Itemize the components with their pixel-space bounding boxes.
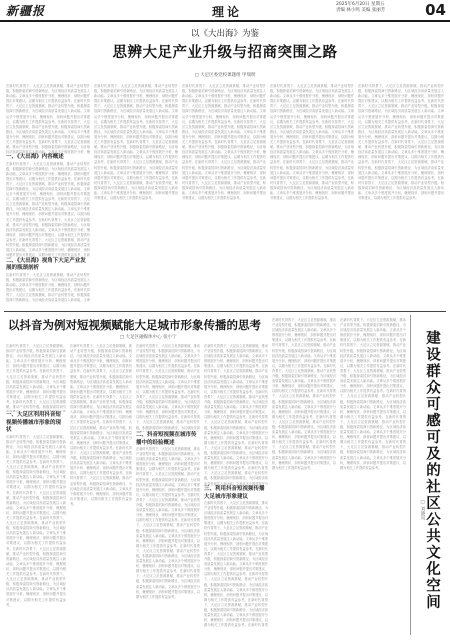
article1-column-2: [94, 84, 178, 306]
article1-headline: 思辨大足产业升级与招商突围之路: [112, 45, 338, 61]
body-text: 在新时代背景下，大足区立足资源禀赋，推动产业转型升级，积极探索招商引资新路径，为区域经济高质量发展注入新动能。文章从多个维度展开分析，梳理现状、剖析问题并提出对策建议，以期为相关工作提供有益参考。在新时代背景下，大足区立足资源禀赋，推动产业转型升级，积极探索招商引资新路径，为区域经济高质量发展注入新动能。文章从多个维度展开分析，梳理现状、剖析问题并提出对策建议，以期为相关工作提供有益参考。在新时代背景下，大足区立足资源禀赋，推动产业转型升级，积极探索招商引资新路径，为区域经济高质量发展注入新动能。文章从多个维度展开分析，梳理现状、剖析问题并提出对策建议，以期为相关工作提供有益参考。在新时代背景下，大足区立足资源禀赋，推动产业转型升级，积极探索招商引资新路径，为区域经济高质量发展注入新动能。文章从多个维度展开分析，梳理现状、剖析问题并提出对策建议，以期为相关工作提供有益参考。在新时代背景下，大足区立足资源禀赋，推动产业转型升级，积极探索招商引资新路径，为区域经济高质量发展注入新动能。文章从多个维度展开分析，梳理现状、剖析问题并提出对策建议，以期为相关工作提供有益参考。在新时代背景下，大足区立足资源禀赋，推动产业转型升级，积极探索招商引资新路径，为区域经济高质量发展注入新动能。文章从多个维度展开分析，梳理现状、剖析问题并提出对策建议，以期为相关工作提供有益参考。: [270, 84, 354, 201]
body-text: 在新时代背景下，大足区立足资源禀赋，推动产业转型升级，积极探索招商引资新路径，为区域经济高质量发展注入新动能。文章从多个维度展开分析，梳理现状、剖析问题并提出对策建议，以期为相关工作提供有益参考。在新时代背景下，大足区立足资源禀赋，推动产业转型升级，积极探索招商引资新路径，为区域经济高质量发展注入新动能。文章从多个维度展开分析，梳理现状、剖析问题并提出对策建议，以期为相关工作提供有益参考。在新时代背景下，大足区立足资源禀赋，推动产业转型升级，积极探索招商引资新路径，为区域经济高质量发展注入新动能。文章从多个维度展开分析，梳理现状、剖析问题并提出对策建议，以期为相关工作提供有益参考。在新时代背景下，大足区立足资源禀赋，推动产业转型升级，积极探索招商引资新路径，为区域经济高质量发展注入新动能。文章从多个维度展开分析，梳理现状、剖析问题并提出对策建议，以期为相关工作提供有益参考。在新时代背景下，大足区立足资源禀赋，推动产业转型升级，积极探索招商引资新路径，为区域经济高质量发展注入新动能。文章从多个维度展开分析，梳理现状、剖析问题并提出对策建议，以期为相关工作提供有益参考。在新时代背景下，大足区立足资源禀赋，推动产业转型升级，积极探索招商引资新路径，为区域经济高质量发展注入新动能。文章从多个维度展开分析，梳理现状、剖析问题并提出对策建议，以期为相关工作提供有益参考。: [70, 344, 132, 506]
body-text: 在新时代背景下，大足区立足资源禀赋，推动产业转型升级，积极探索招商引资新路径，为区域经济高质量发展注入新动能。文章从多个维度展开分析，梳理现状、剖析问题并提出对策建议，以期为相关工作提供有益参考。在新时代背景下，大足区立足资源禀赋，推动产业转型升级，积极探索招商引资新路径，为区域经济高质量发展注入新动能。文章从多个维度展开分析，梳理现状、剖析问题并提出对策建议，以期为相关工作提供有益参考。在新时代背景下，大足区立足资源禀赋，推动产业转型升级，积极探索招商引资新路径，为区域经济高质量发展注入新动能。文章从多个维度展开分析，梳理现状、剖析问题并提出对策建议，以期为相关工作提供有益参考。在新时代背景下，大足区立足资源禀赋，推动产业转型升级，积极探索招商引资新路径，为区域经济高质量发展注入新动能。文章从多个维度展开分析，梳理现状、剖析问题并提出对策建议，以期为相关工作提供有益参考。在新时代背景下，大足区立足资源禀赋，推动产业转型升级，积极探索招商引资新路径，为区域经济高质量发展注入新动能。文章从多个维度展开分析，梳理现状、剖析问题并提出对策建议，以期为相关工作提供有益参考。在新时代背景下，大足区立足资源禀赋，推动产业转型升级，积极探索招商引资新路径，为区域经济高质量发展注入新动能。文章从多个维度展开分析，梳理现状、剖析问题并提出对策建议，以期为相关工作提供有益参考。: [6, 434, 66, 607]
section-title: 理论: [212, 5, 243, 19]
section-divider: [4, 311, 446, 312]
article2-subhead-2: 二、抖音短视频在城市传播中的经验概述: [136, 432, 197, 446]
article3-byline: □ 刘晓凤: [420, 500, 425, 520]
article2-subhead-1: 一、大足区利用抖音短视频传播城市形象的现状: [6, 412, 62, 433]
article2-column-5: [272, 318, 336, 634]
body-text: 在新时代背景下，大足区立足资源禀赋，推动产业转型升级，积极探索招商引资新路径，为区域经济高质量发展注入新动能。文章从多个维度展开分析，梳理现状、剖析问题并提出对策建议，以期为相关工作提供有益参考。在新时代背景下，大足区立足资源禀赋，推动产业转型升级，积极探索招商引资新路径，为区域经济高质量发展注入新动能。文章从多个维度展开分析，梳理现状、剖析问题并提出对策建议，以期为相关工作提供有益参考。在新时代背景下，大足区立足资源禀赋，推动产业转型升级，积极探索招商引资新路径，为区域经济高质量发展注入新动能。文章从多个维度展开分析，梳理现状、剖析问题并提出对策建议，以期为相关工作提供有益参考。在新时代背景下，大足区立足资源禀赋，推动产业转型升级，积极探索招商引资新路径，为区域经济高质量发展注入新动能。文章从多个维度展开分析，梳: [6, 84, 90, 154]
article1-byline: □ 大足区委党校课题组 甲瑞明: [194, 73, 256, 78]
article1-subhead-2: 二、《大出海》视角下大足产业发展的瓶颈剖析: [6, 257, 86, 271]
article1-column-5: [358, 84, 444, 306]
newspaper-logo: 新疆报: [6, 4, 46, 18]
article2-column-4: [204, 344, 268, 627]
body-text: 在新时代背景下，大足区立足资源禀赋，推动产业转型升级，积极探索招商引资新路径，为区域经济高质量发展注入新动能。文章从多个维度展开分析，梳理现状、剖析问题并提出对策建议，以期为相关工作提供有益参考。在新时代背景下，大足区立足资源禀赋，推动产业转型升级，积极探索招商引资新路径，为区域经济高质量发展注入新动能。文章从多个维度展开分析，梳理现状、剖析问题并提出对策建议，以期为相关工作提供有益参考。在新时代背景下，大足区立足资源禀赋，推动产业转型升级，积极探索招商引资新路径，为区域经济高质量发展注入新动能。文章从多个维度展开分析，梳理现状、剖析问题并提出对策建议，以期为相关工作提供有益参考。在新时代背景下，大足区立足资源禀赋，推动产业转型升级，积极探索招商引资新路径，为区域经济高质量发展注入新动能。文章从多个维度展开分析，梳理现状、剖析问题并提出对策建议，以期为相关工作提供有益参考。在新时代背景下，大足区立足资源禀赋，推动产业转型升级，积极探索招商引资新路径，为区域经济高质量发展注入新动能。文章从多个维度展开分析，梳理现状、剖析问题并提出对策建议，以期为相关工作提供有益参考。在新时代背景下，大足区立足资源禀赋，推动产业转型升级，积极探索招商引资新路径，为区域经济高质量发展注入新动能。文章从多个维度展开分析，梳理现状、剖析问题并提出对策建议，以期为相关工作提供有益参考。: [136, 447, 200, 599]
body-text: 在新时代背景下，大足区立足资源禀赋，推动产业转型升级，积极探索招商引资新路径，为区域经济高质量发展注入新动能。文章从多个维度展开分析，梳理现状、剖析问题并提出对策建议，以期为相关工作提供有益参考。在新时代背景下，大足区立足资源禀赋，推动产业转型升级，积极探索招商引资新路径，为区域经济高质量发展注入新动能。文章从多个维度展开分析，梳理现状、剖析问题并提出对策建议，以期为相关工作提供有益参考。在新时代背景下，大足区立足资源禀赋，推动产业转型升级，积极探索招商引资新路径，为区域经济高质量发展注入新动能。文章从多个维度展开分析，梳理现状、剖析问题并提出对策建议，以期为相关工作提供有益参考。在新时代背景下，大足区立足资源禀赋，推动产业转型升级，积极探索招商引资新路径，为区域经济高质量发展注入新动能。文章从多个维度展开分析，梳理现状、剖析问题并提出对策建议，以期为相关工作提供有益参考。在新时代背景下，大足区立足资源禀赋，推动产业转型升级，积极探索招商引资新路径，为区域经济高质量发展注入新动能。文章从多个维度展开分析，梳理现状、剖析问题并提出对策建议，以期为相关工作提供有益参考。在新时代背景下，大足区立足资源禀赋，推动产业转型升级，积极探索招商引资新路径，为区域经济高质量发展注入新动能。文章从多个维度展开分析，梳理现状、剖析问题并提出对策建议，以期为相关工作提供有益参考。: [94, 84, 178, 201]
body-text: 在新时代背景下，大足区立足资源禀赋，推动产业转型升级，积极探索招商引资新路径，为区域经济高质量发展注入新动能。文章从多个维度展开分析，梳理现状、剖析问题并提出对策建议，以期为相关工作提供有益参考。在新时代背景下，大足区立足资源禀赋，推动产业转型升级，积极探索招商引资新路径，为区域经济高质量发展注入新动能。文章从多个维度展开分析，梳理现状、剖析问题并提出对策建议，以期为相关工作提供有益参考。在新时代背景下，大足区立足资源禀赋，推动产业转型升级，积极探索招商引: [6, 344, 66, 410]
article2-byline: □ 大足区融媒体中心 张小宁: [120, 335, 177, 340]
body-text: 在新时代背景下，大足区立足资源禀赋，推动产业转型升级，积极探索招商引资新路径，为区域经济高质量发展注入新动能。文章从多个维度展开分析，梳理现状、剖析问题并提出对策建议，以期为相关工作提供有益参考。在新时代背景下，大足区立足资源禀赋，推动产业转型升级，积极探索招商引资新路径，为区域经济高质量发展注入新动能。文章从多个维度展开分析，梳理现状、剖析问题并提出对策建议，以期为相关工作提供有益参考。在新时代背景下，大足区立足资源禀赋，推动产业转型升级，积极探索招商引资新路径，为区域经济高质量发展注入新动能。文章从多个维度展开分析，梳理现状、剖析问题并提出对策建议，以期为相关工作提供有益参考。在新时代背景下，大足区立足资源禀赋，推动产业转型升级，积极探索招商引资新路径，为区域经济高质量发展注入新动能。文章从多个维度展开分析，梳理现状、剖析问题并提出对策建议，以期为相关工作提供有益参考。在新时代背景下，大足区立足资源禀赋，推动产业转型升级，积极探索招商引资新路径，为区域经济高质量发展注入新动能。文章从多个维度展开分析，梳理现状、剖析问题并提出对策建议，以期为相关工作提供有益参考。在新时代背景下，大足区立足资源禀赋，推动产业转型升级，积极探索招商引资新路径，为区域经济高质量发展注入新动能。文章从多个维度展开分析，梳理现状、剖析问题并提出对策建议，以期为相关工作提供有益参考。: [358, 84, 444, 201]
page-number: 04: [425, 1, 446, 19]
article2-column-2: [70, 344, 132, 634]
body-text: 在新时代背景下，大足区立足资源禀赋，推动产业转型升级，积极探索招商引资新路径，为区域经济高质量发展注入新动能。文章从多个维度展开分析，梳理现状、剖析问题并提出对策建议，以期为相关工作提供有益参考。在新时代背景下，大足区立足资源禀赋，推动产业转型升级，积极探索招商引资新路径，为区域经济高质量发展注入新动能。文章从多个维度展开分析，梳理现状、剖析问题并提出对策建议，以期为相关工作提供有益参考。在新时代背景下，大足区立足资源禀赋，推动产业转型升级，积极探索招商引资新路径，为区域经济高质量发展注入新动能。文章从多个维度展开分析，梳理现状、剖析问题并提出对策建议，以期为相关工作提供有益参考。在新时代背景下，大足区立足资源禀赋，推动产业转型升级，积极探索招商引资新路径，为区域经济高质量发展注入新动能。文章从多个维度展开分析，梳理现状、剖析问题并提出对策建议，以期为相关工作提供有益参考。在新时代背景下，大足区立足资源禀赋，推动产业转型升级，积极探索招商引资新路径，为区域经济高质量发展注入新动能。文章从多个维度展开分析，梳理现状、剖析问题并提出对策建议，以期为相关工作提供有益参考。在新时代背景下，大足区立足资源禀赋，推动产业转型升级，积极探索招商引资新路径，为区域经济高质量发展注入新动能。文章从多个维度展开分析，梳理现状、剖析问题并提出对策建议，以期为相关工作提供有益参考。: [182, 84, 266, 201]
body-text: 在新时代背景下，大足区立足资源禀赋，推动产业转型升级，积极探索招商引资新路径，为区域经济高质量发展注入新动能。文章从多个维度展开分析，梳理现状、剖析问题并提出对策建议，以期为相关工作提供有益参考。在新时代背景下，大足区立足资源禀赋，推动产业转型升级，积极探索招商引资新路径，为区域经济高质量发展注入新动能。文章从多个维度展开分析，梳理现状、剖析问题并提出对策建议，以期为相关工作提供有益参考。在新时代背景下，大足区立足资源禀赋，推动产业转型升级，积极探索招商引资新路径，为区域经济高质量发展注入新动能。文章从多个维度展开分析，梳理现状、剖析问题并提出对策建议，以期为相关工作提供有益参考。在新时代背景下，大足区立足资源禀赋，推动产业转型升级，积极探索招商引资新路径，为区域经济高质量发展注入新动能。文章从多个维度展开分析，梳理现状、剖析问题并提出对策建议，以期为相关工作提供有益参考。在新时代背景下，大足区立足资源禀赋，推动产业转型升级，积极探索招商引资新路径，为区域经济高质量发展注入新动能。文章从多个维度展开分析，梳理现状、剖析问题并提出对策建议，以期为相关工作提供有益参考。在新时代背景: [204, 501, 268, 627]
article2-subhead-3: 三、利用抖音短视频传播大足城市形象建议: [204, 486, 265, 500]
article2-column-1: [6, 344, 66, 631]
article1-subhead-1: 一、《大出海》内容概述: [6, 154, 64, 160]
article1-column-4: [270, 84, 354, 306]
article1-kicker: 以《大出海》为鉴: [190, 29, 259, 39]
article1-column-1: [6, 84, 90, 303]
body-text: 在新时代背景下，大足区立足资源禀赋，推动产业转型升级，积极探索招商引资新路径，为区域经济高质量发展注入新动能。文章从多个维度展开分析，梳理现状、剖析问题并提出对策建议，以期为相关工作提供有益参考。在新时代背景下，大足区立足资源禀赋，推动产业转型升级，积极探索招商引资新路径，为区域经济高质量发展注入新动能。文章: [6, 272, 90, 302]
issue-info: [336, 2, 424, 14]
article3-headline: 建设群众可感可及的社区公共文化空间: [424, 330, 441, 611]
body-text: 在新时代背景下，大足区立足资源禀赋，推动产业转型升级，积极探索招商引资新路径，为区域经济高质量发展注入新动能。文章从多个维度展开分析，梳理现状、剖析问题并提出对策建议，以期为相关工作提供有益参考。在新时代背景下，大足区立足资源禀赋，推动产业转型升级，积极探索招商引资新路径，为区域经济高质量发展注入新动能。文章从多个维度展开分析，梳理现状、剖析问题并提出对策建议，以期为相关工作提供有益参考。在新时代背景下，大足区立足资源禀赋，推动产业转型升级，积极探索招商引资新路径，为区域经济高质量发展注入新动能。文章从多个维度展开分析，梳理现状、剖析问题并提出对策建议，以期为相关工作提供有益参考。在新时代背景下，大足区立足资源禀赋，推动产业转型升级，积极探索招商引资新路径，为区域经济高质量发展注入新动能。文章从多个维度展开分析，梳理现状、剖析问题并提出对策建议，以期为相关工作提供有益参考。在新时代背景下，大足区立足资源禀赋，推动产业转型升级，积极探索招商引资新路径，为区域经济高质量发展注入新动能。文章从多个维度展开分析，梳理现状、剖析问题并提出对策建议，以期为相关工作提供有益参考。在新时代背景下，大足区立足资源禀赋，推动产业转型升级，积极探索招商引资新路径，为区域经济高质量发展注入新动能。文章从多个维度展开分析，梳理现状、剖析问题并提出对策建议，以期为相关工作提供有益参考。: [272, 318, 336, 470]
article2-column-3: [136, 344, 200, 627]
body-text: 在新时代背景下，大足区立足资源禀赋，推动产业转型升级，积极探索招商引资新路径，为区域经济高质量发展注入新动能。文章从多个维度展开分析，梳理现状、剖析问题并提出对策建议，以期为相关工作提供有益参考。在新时代背景下，大足区立足资源禀赋，推动产业转型升级，积极探索招商引资新路径，为区域经济高质量发展注入新动能。文章从多个维度展开分析，梳理现状、剖析问题并提出对策建议，以期为相关工作提供有益参考。在新时代背景下，大足区立足资源禀赋，推动产业转型升级，积极探索招商引资新路径，为区域经济高质量发展注入新动能。文章从多个维度展开分析，梳理现状、剖析问题并提出对策建议，以期为相关工作提供有益参考。在新时代背景下，大足区立足资源禀赋，推动产业转型升级，积极探索招商引资新路径，为区域经济高质量发展注入新动能。文章从多个维度展开分析，梳理现状、剖析问题并提出对策建议，以期为相关工作提供有益参考。在新时代背景下，大足区立足资源禀赋，推动产业转型升级，积极探索招商引资新路径，为区域经济高质量发展注入新动能。文章从多个维度展开分析，梳理现状、剖析问题并提出对策建议，以期为相关工作提供有益参考。在新时代背景下，大足区立足资源禀赋，推动产业转型升级，积极探索招商引资新路径，为区域经济高质量发展注入新动能。文章从多个维度展开分析，梳理现状、剖析问题并提出对策建议，以期为相关工作提供有益参考。: [340, 318, 406, 470]
issue-editors: 责编 林小鸣 美编 张丽芳: [336, 8, 386, 13]
column-divider: [410, 315, 411, 635]
article2-headline: 以抖音为例对短视频赋能大足城市形象传播的思考: [8, 318, 261, 332]
masthead: [0, 0, 450, 22]
body-text: 在新时代背景下，大足区立足资源禀赋，推动产业转型升级，积极探索招商引资新路径，为区域经济高质量发展注入新动能。文章从多个维度展开分析，梳理现状、剖析问题并提出对策建议，以期为相关工作提供有益参考。在新时代背景下，大足区立足资源禀赋，推动产业转型升级，积极探索招商引资新路径，为区域经济高质量发展注入新动能。文章从多个维度展开分析，梳理现状、剖析问题并提出对策建议，以期为相关工作提供有益参考。在新时代背景下，大足区立足资源禀赋，推动产业转型升级，积极探索招商引资新路径，为区域经济高质量发展注入新动能。文章从多个维度展开分析，梳理现状、剖析问题并提出对策建议，以期为相关工作提供有益参考。在新时代背景下，大足区立足资源禀赋，推动产业转型升级，积极探索招商引资新路径，为区域经济高质量发展注入新动能。文章从多个维度展开分析，梳理现状、剖析问题并提出对策建议，以期为相关工作提供有益参考。在新时代背景下，大足区立足资源禀赋，推动产业转型升级，积极探索招商引资新路径，为区域经济高质量发展注入新动能。文章从多个维度展开分析，梳理现状、剖析问题并提出对策建议，以期为相关工作提供有益参考。在新: [6, 161, 90, 258]
article2-column-6: [340, 318, 406, 634]
body-text: 在新时代背景下，大足区立足资源禀赋，推动产业转型升级，积极探索招商引资新路径，为区域经济高质量发展注入新动能。文章从多个维度展开分析，梳理现状、剖析问题并提出对策建议，以期为相关工作提供有益参考。在新时代背景下，大足区立足资源禀赋，推动产业转型升级，积极探索招商引资新路径，为区域经济高质量发展注入新动能。文章从多个维度展开分析，梳理现状、剖析问题并提出对策建议，以期为相关工作提供有益参考。在新时代背景下，大足区立足资源禀赋，推动产业转型升级，积极探索招商引资新路径，为区域经济高质量发展注入新动能。文章从多个维度展开分析，梳理现状、剖析问题并提出对策建议，以期为相关工作提供有益参考。在新时代背景下，大足区立足资源禀赋，推动产业转型升级，积极探索招商引资新路径，为区域经济高质量发展注入新动能。文章从多个维度展开分析，梳理现状、剖析问题并提出对策建议，以期为相关工作提供有益参考。在新时代背景下，大足区立足资源禀赋，推动产业转型升级，积极探索招商引资新路径，为区域经济高质量发展注入新动能。文章从多个维度展开分析，梳理现状、剖析问题并提出对策建议，以期为相关工作提供有益参考。在新时代背景下，大足区立足资源禀赋，推动产业转型升级，积极探索招商引资新路径，为区域经济高质量发展注入新动能。文章从多个维度展开分: [204, 344, 268, 486]
body-text: 在新时代背景下，大足区立足资源禀赋，推动产业转型升级，积极探索招商引资新路径，为区域经济高质量发展注入新动能。文章从多个维度展开分析，梳理现状、剖析问题并提出对策建议，以期为相关工作提供有益参考。在新时代背景下，大足区立足资源禀赋，推动产业转型升级，积极探索招商引资新路径，为区域经济高质量发展注入新动能。文章从多个维度展开分析，梳理现状、剖析问题并提出对策建议，以期为相关工作提供有益参考。在新时代背景下，大足区立足资源禀赋，推动产业转型升级，积极探索招商引资新路径，为区域经济高质量发展注入新动能。文章从多个维度展开分析，梳理现状、剖析问题并提出对策建议，以期为相关工作提供有益参考。在新时代背景下，大足区立足资源禀赋，推动产业转型升级，积极探索招商引资新路径，为区域经济高: [136, 344, 200, 430]
issue-date: 2025年6月20日 星期五: [336, 2, 385, 7]
article1-column-3: [182, 84, 266, 306]
